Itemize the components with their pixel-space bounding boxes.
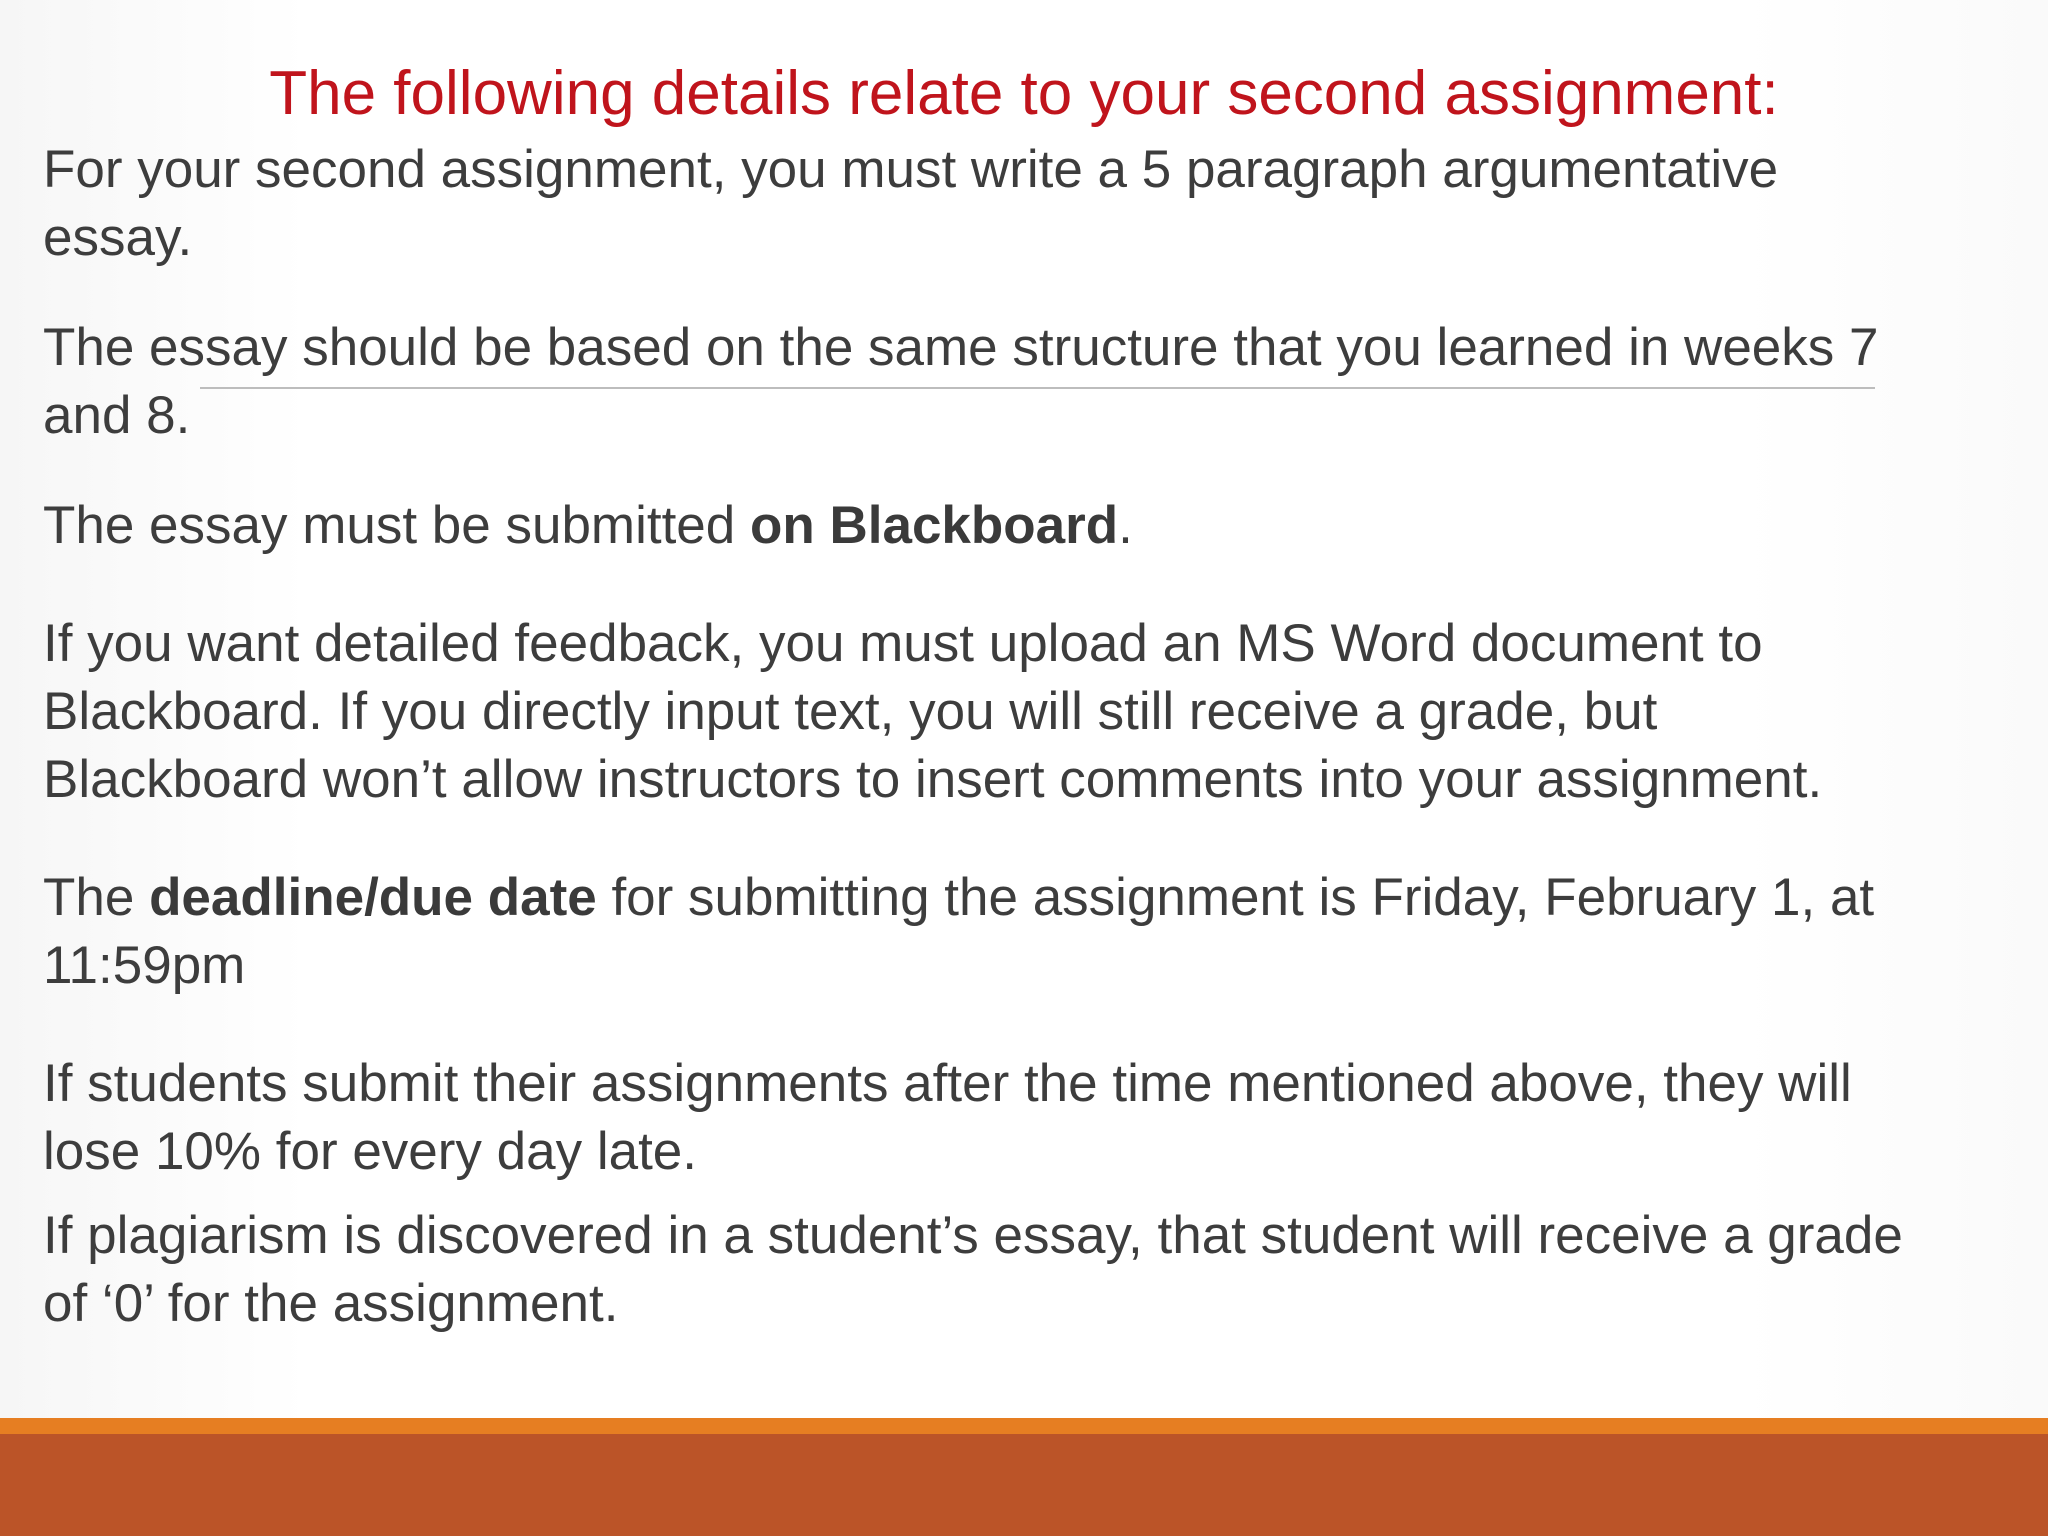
paragraph-text: The	[43, 868, 150, 927]
paragraph-line: For your second assignment, you must write a 5 paragraph argumentative	[43, 140, 1779, 199]
paragraph-line: If you want detailed feedback, you must upload an MS Word document to	[43, 614, 1763, 673]
paragraph-assignment-description	[43, 136, 2033, 272]
paragraph-line: Blackboard. If you directly input text, you will still receive a grade, but	[43, 682, 1658, 741]
paragraph-line	[43, 864, 2033, 932]
footer-accent-stripe	[0, 1418, 2048, 1434]
paragraph-text: .	[1118, 496, 1133, 555]
paragraph-line: Blackboard won’t allow instructors to insert comments into your assignment.	[43, 750, 1823, 809]
paragraph-submission-location	[43, 492, 2033, 560]
paragraph-line: If plagiarism is discovered in a student’s essay, that student will receive a grade	[43, 1206, 1903, 1265]
paragraph-line: The essay should be based on the same structure that you learned in weeks 7	[43, 318, 1879, 377]
paragraph-line: and 8.	[43, 386, 191, 445]
paragraph-text: for submitting the assignment is Friday, February 1, at	[596, 868, 1875, 927]
paragraph-deadline	[43, 864, 2033, 1000]
bold-text-blackboard: on Blackboard	[750, 496, 1119, 555]
paragraph-line: of ‘0’ for the assignment.	[43, 1274, 619, 1333]
paragraph-text: The essay must be submitted	[43, 496, 750, 555]
paragraph-line: 11:59pm	[43, 936, 246, 995]
paragraph-plagiarism	[43, 1202, 2033, 1338]
footer-bar	[0, 1434, 2048, 1536]
underline-rule	[200, 387, 1875, 389]
paragraph-line: lose 10% for every day late.	[43, 1122, 698, 1181]
paragraph-feedback-info	[43, 610, 2033, 814]
paragraph-essay-structure	[43, 314, 2033, 450]
paragraph-line: essay.	[43, 208, 193, 267]
paragraph-line: If students submit their assignments after the time mentioned above, they will	[43, 1054, 1852, 1113]
bold-text-deadline: deadline/due date	[149, 868, 597, 927]
paragraph-late-penalty	[43, 1050, 2033, 1186]
slide-title: The following details relate to your second assignment:	[269, 59, 1779, 128]
